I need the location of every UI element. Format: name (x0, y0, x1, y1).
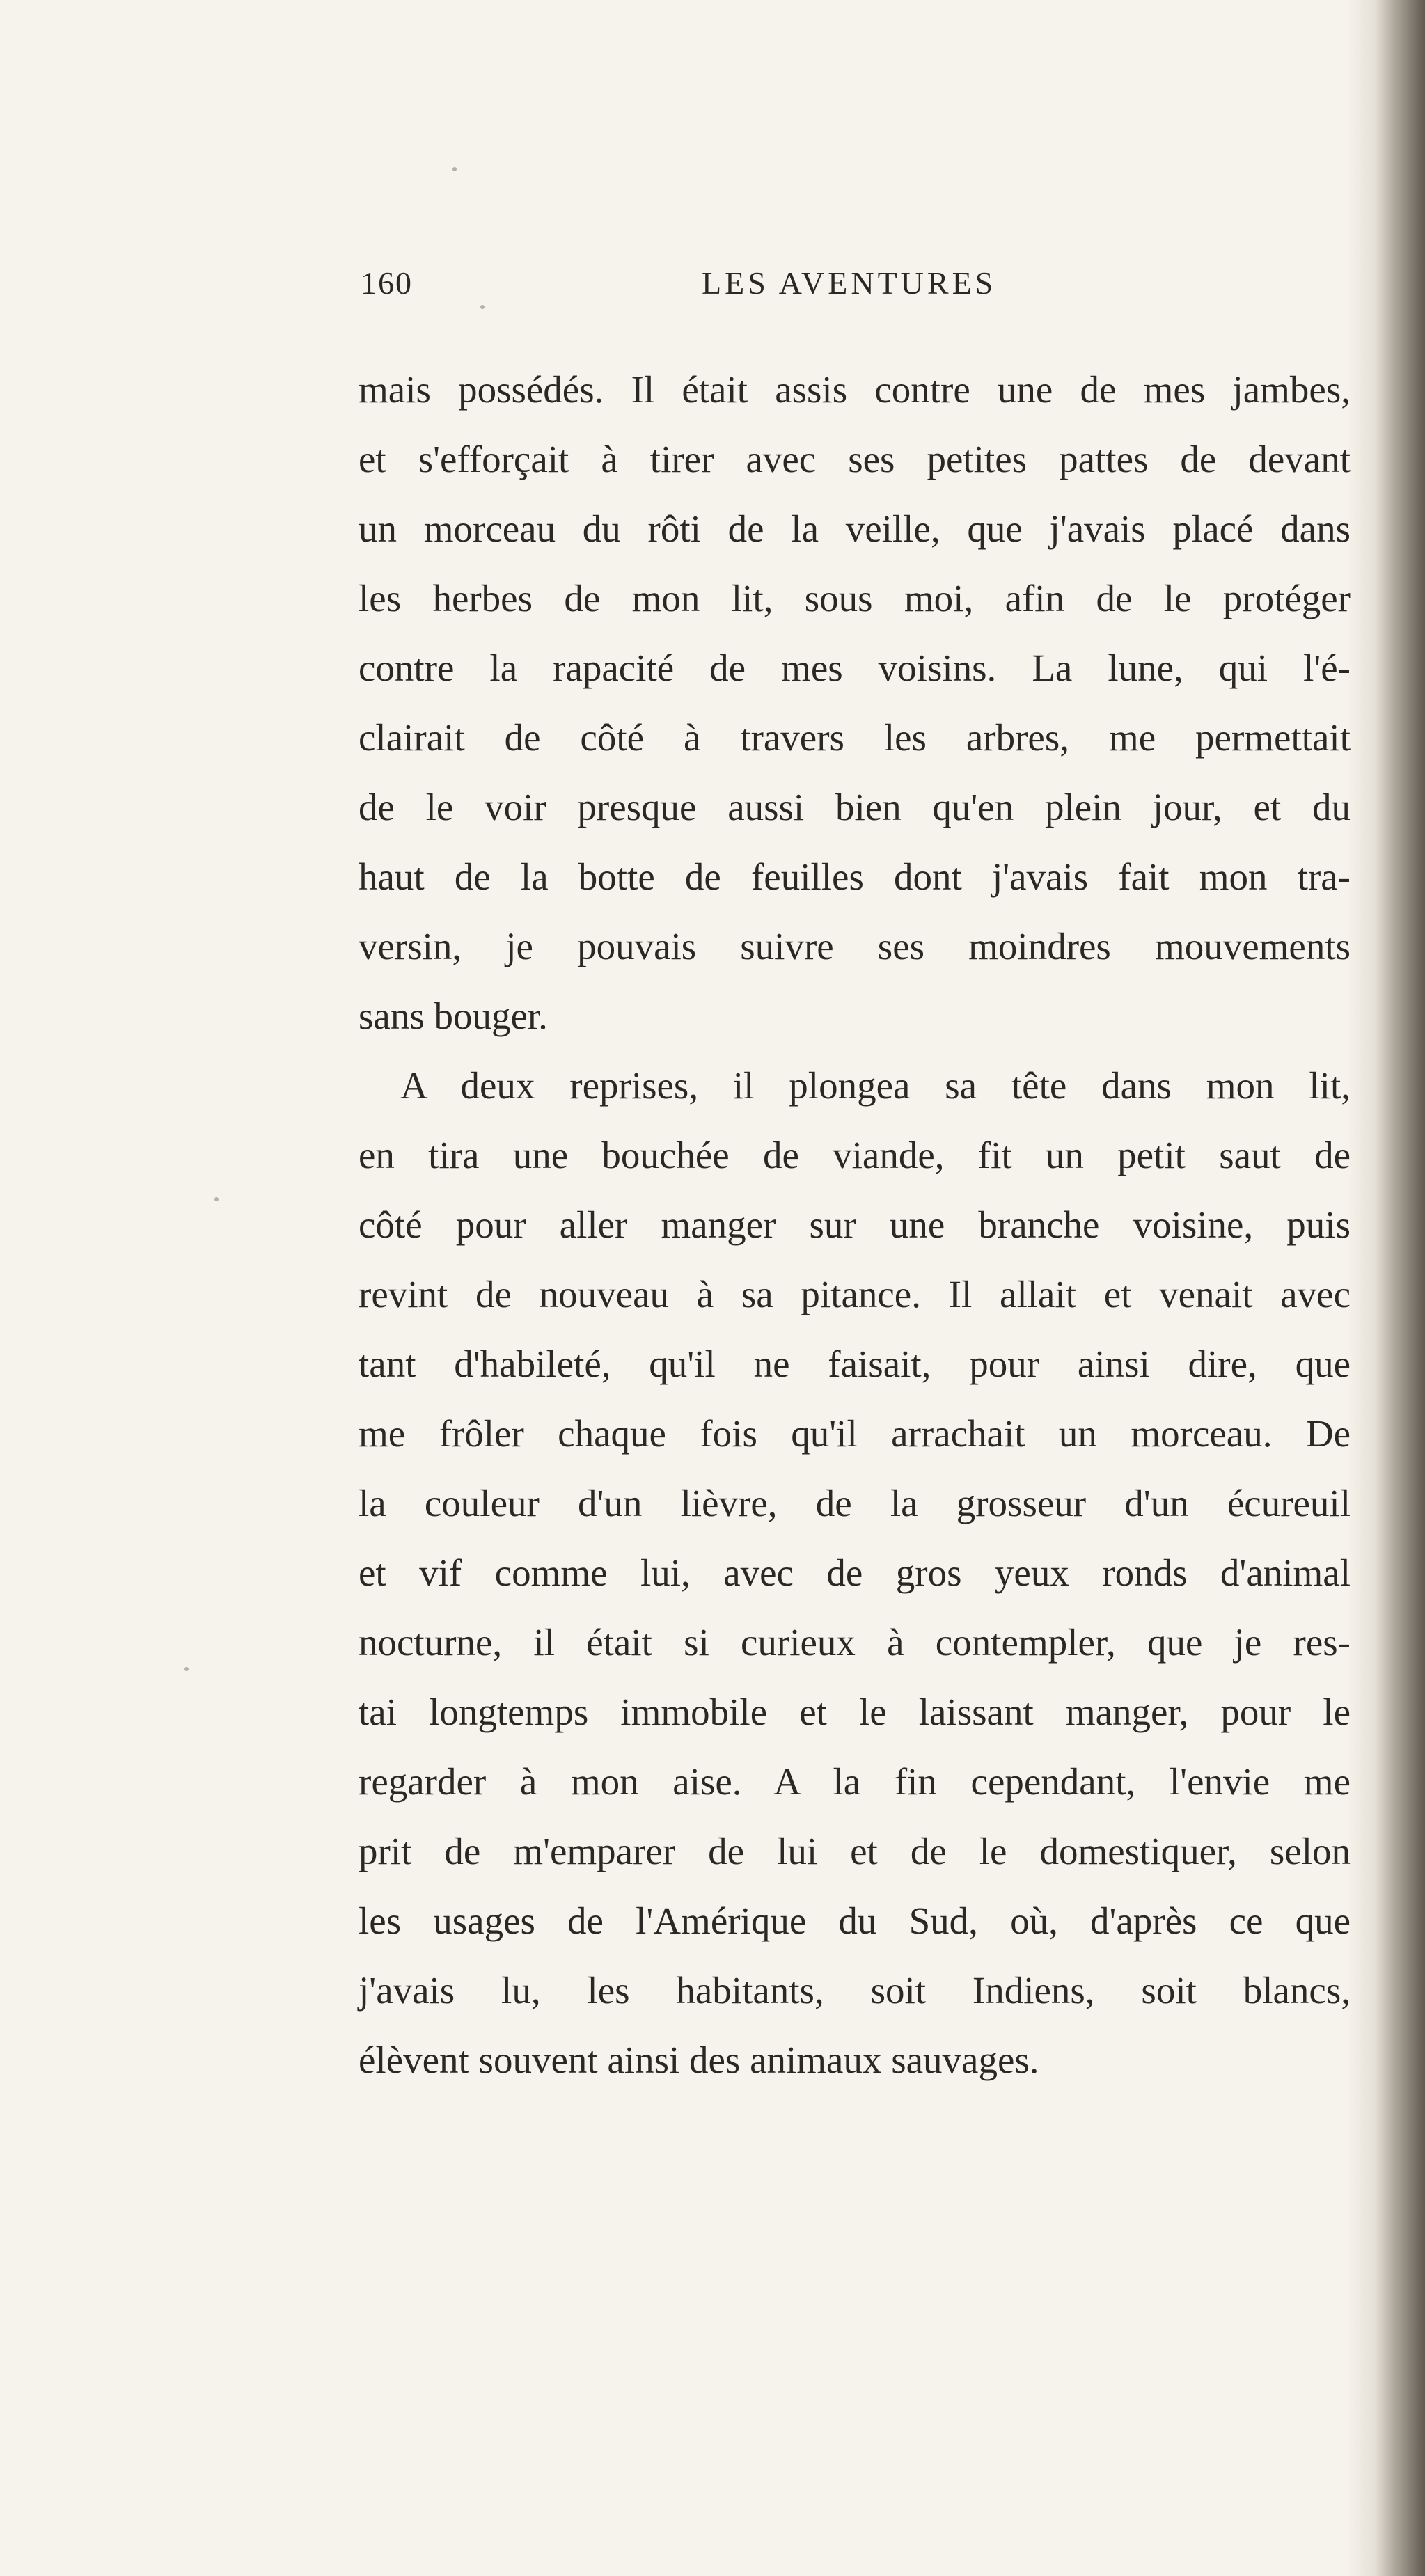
text-line: clairait de côté à travers les arbres, me permettait (359, 716, 1351, 759)
page-number: 160 (361, 265, 413, 301)
paper-speck (184, 1667, 189, 1671)
text-line: revint de nouveau à sa pitance. Il allait et venait avec (359, 1273, 1351, 1315)
text-line: regarder à mon aise. A la fin cependant, l'envie me (359, 1760, 1351, 1803)
paper-speck (480, 305, 485, 309)
text-line: côté pour aller manger sur une branche voisine, puis (359, 1203, 1351, 1246)
text-line: versin, je pouvais suivre ses moindres mouvements (359, 925, 1351, 967)
text-line: sans bouger. (359, 995, 548, 1037)
text-line: mais possédés. Il était assis contre une de mes jambes, (359, 368, 1351, 411)
text-line: contre la rapacité de mes voisins. La lune, qui l'é- (359, 647, 1351, 689)
text-line: haut de la botte de feuilles dont j'avais fait mon tra- (359, 855, 1351, 898)
text-line: élèvent souvent ainsi des animaux sauvages. (359, 2039, 1039, 2081)
running-head (361, 264, 1057, 306)
text-line: et vif comme lui, avec de gros yeux ronds d'animal (359, 1551, 1351, 1594)
paper-speck (214, 1197, 219, 1201)
text-line: A deux reprises, il plongea sa tête dans mon lit, (400, 1064, 1351, 1107)
paper-speck (452, 167, 457, 171)
text-line: et s'efforçait à tirer avec ses petites pattes de devant (359, 438, 1351, 480)
text-line: un morceau du rôti de la veille, que j'avais placé dans (359, 507, 1351, 550)
text-line: tant d'habileté, qu'il ne faisait, pour ainsi dire, que (359, 1343, 1351, 1385)
text-line: en tira une bouchée de viande, fit un petit saut de (359, 1134, 1351, 1176)
text-line: prit de m'emparer de lui et de le domestiquer, selon (359, 1830, 1351, 1872)
text-line: la couleur d'un lièvre, de la grosseur d'un écureuil (359, 1482, 1351, 1524)
text-line: les usages de l'Amérique du Sud, où, d'après ce que (359, 1899, 1351, 1942)
running-title: LES AVENTURES (702, 265, 997, 301)
text-line: les herbes de mon lit, sous moi, afin de le protéger (359, 577, 1351, 619)
text-line: me frôler chaque fois qu'il arrachait un morceau. De (359, 1412, 1351, 1455)
text-line: j'avais lu, les habitants, soit Indiens, soit blancs, (359, 1969, 1351, 2012)
text-line: tai longtemps immobile et le laissant manger, pour le (359, 1691, 1351, 1733)
body-text (359, 355, 1351, 2095)
text-line: nocturne, il était si curieux à contempler, que je res- (359, 1621, 1351, 1664)
text-line: de le voir presque aussi bien qu'en plein jour, et du (359, 786, 1351, 828)
